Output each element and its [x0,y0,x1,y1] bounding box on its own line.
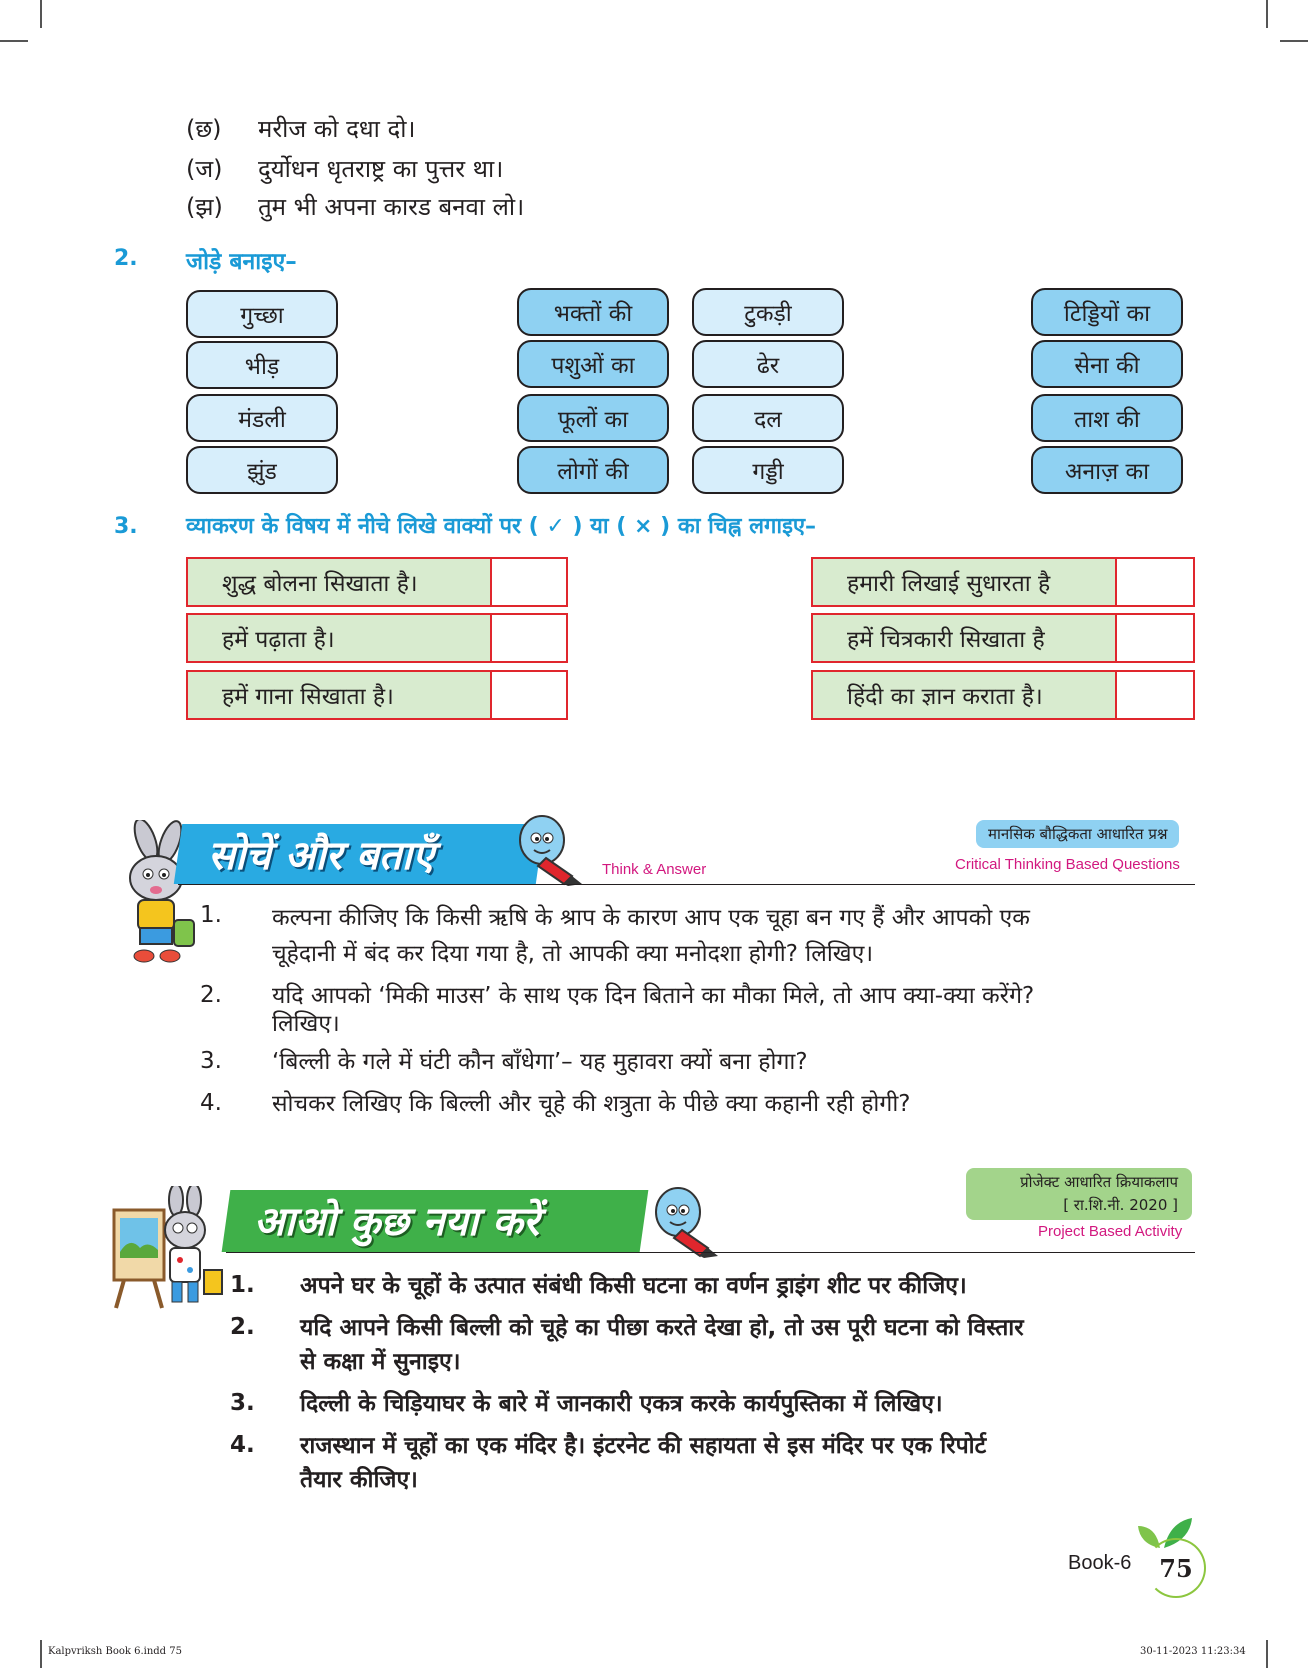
question-number: 2. [114,246,138,271]
item-text: लिखिए। [272,1011,340,1037]
check-statement: हमें गाना सिखाता है। [188,672,492,718]
item-text: यदि आपको ‘मिकी माउस’ के साथ एक दिन बिताने का मौका मिले, तो आप क्या-क्या करेंगे? [272,983,1035,1009]
check-statement: शुद्ध बोलना सिखाता है। [188,559,492,605]
think-tag: मानसिक बौद्धिकता आधारित प्रश्न [976,820,1179,848]
footer-file: Kalpvriksh Book 6.indd 75 [48,1646,182,1657]
crop-mark [0,40,28,42]
match-item[interactable]: भक्तों की [517,288,669,336]
item-text: राजस्थान में चूहों का एक मंदिर है। इंटरनेट की सहायता से इस मंदिर पर एक रिपोर्ट [300,1433,987,1459]
match-item[interactable]: दल [692,394,844,442]
question-number: 3. [114,514,138,539]
check-box[interactable] [492,615,566,661]
check-row [186,613,568,663]
item-text: तैयार कीजिए। [300,1467,418,1493]
match-item[interactable]: अनाज़ का [1031,446,1183,494]
check-box[interactable] [492,672,566,718]
think-subtitle: Think & Answer [602,861,707,878]
think-banner-title: सोचें और बताएँ [208,833,435,879]
match-item[interactable]: गुच्छा [186,290,338,338]
item-number: 1. [200,902,222,928]
crop-mark [1280,40,1308,42]
item-number: 3. [230,1390,255,1416]
match-item[interactable]: भीड़ [186,341,338,389]
item-text: दिल्ली के चिड़ियाघर के बारे में जानकारी एकत्र करके कार्यपुस्तिका में लिखिए। [300,1391,943,1417]
crop-mark [1266,1640,1268,1668]
crop-mark [40,1640,42,1668]
crop-mark [1266,0,1268,28]
check-row [811,613,1195,663]
project-tag [966,1168,1192,1220]
item-text: कल्पना कीजिए कि किसी ऋषि के श्राप के कारण आप एक चूहा बन गए हैं और आपको एक [272,905,1030,931]
page-number: 75 [1146,1538,1206,1598]
check-statement: हमें पढ़ाता है। [188,615,492,661]
match-item[interactable]: टुकड़ी [692,288,844,336]
sentence-text: मरीज को दधा दो। [258,115,416,143]
match-item[interactable]: सेना की [1031,340,1183,388]
check-row [186,557,568,607]
match-item[interactable]: ढेर [692,340,844,388]
check-box[interactable] [1117,672,1193,718]
footer-timestamp: 30-11-2023 11:23:34 [1140,1646,1246,1657]
sentence-label: (झ) [186,193,223,221]
item-text: यदि आपने किसी बिल्ली को चूहे का पीछा करते देखा हो, तो उस पूरी घटना को विस्तार [300,1315,1024,1341]
sentence-label: (ज) [186,155,223,183]
match-item[interactable]: झुंड [186,446,338,494]
match-item[interactable]: ताश की [1031,394,1183,442]
section-divider [226,1252,1195,1253]
project-tag-english: Project Based Activity [1038,1223,1183,1240]
project-tag-hindi: प्रोजेक्ट आधारित क्रियाकलाप [1020,1173,1178,1191]
rabbit-painter-icon [110,1186,228,1310]
item-number: 2. [230,1314,255,1340]
check-statement: हमें चित्रकारी सिखाता है [813,615,1117,661]
pencil-mascot-icon [516,814,586,886]
pencil-mascot-icon [652,1186,722,1258]
match-item[interactable]: टिड्डियों का [1031,288,1183,336]
item-number: 4. [230,1432,255,1458]
sentence-label: (छ) [186,115,222,143]
match-item[interactable]: फूलों का [517,394,669,442]
sentence-text: तुम भी अपना कारड बनवा लो। [258,193,525,221]
match-item[interactable]: लोगों की [517,446,669,494]
item-number: 1. [230,1272,255,1298]
match-item[interactable]: गड्डी [692,446,844,494]
check-box[interactable] [1117,559,1193,605]
item-text: सोचकर लिखिए कि बिल्ली और चूहे की शत्रुता के पीछे क्या कहानी रही होगी? [272,1091,911,1117]
check-statement: हमारी लिखाई सुधारता है [813,559,1117,605]
sentence-item [186,152,503,185]
book-label: Book-6 [1068,1552,1132,1574]
match-item[interactable]: मंडली [186,394,338,442]
item-text: चूहेदानी में बंद कर दिया गया है, तो आपकी क्या मनोदशा होगी? लिखिए। [272,941,874,967]
item-text: अपने घर के चूहों के उत्पात संबंधी किसी घटना का वर्णन ड्राइंग शीट पर कीजिए। [300,1273,967,1299]
question-title: व्याकरण के विषय में नीचे लिखे वाक्यों पर ( ✓ ) या ( × ) का चिह्न लगाइए– [186,514,817,539]
question-title: जोड़े बनाइए– [186,249,297,275]
item-number: 2. [200,982,222,1008]
sentence-item [186,112,416,145]
check-statement: हिंदी का ज्ञान कराता है। [813,672,1117,718]
crop-mark [40,0,42,28]
sentence-text: दुर्योधन धृतराष्ट्र का पुत्तर था। [258,155,504,183]
project-tag-code: [ रा.शि.नी. 2020 ] [1063,1196,1178,1214]
think-tag-english: Critical Thinking Based Questions [955,856,1180,873]
sentence-item [186,190,524,223]
check-row [186,670,568,720]
check-box[interactable] [492,559,566,605]
item-number: 3. [200,1048,222,1074]
check-row [811,670,1195,720]
item-text: से कक्षा में सुनाइए। [300,1349,461,1375]
check-row [811,557,1195,607]
item-number: 4. [200,1090,222,1116]
item-text: ‘बिल्ली के गले में घंटी कौन बाँधेगा’– यह मुहावरा क्यों बना होगा? [272,1049,808,1075]
section-divider [178,884,1195,885]
check-box[interactable] [1117,615,1193,661]
project-banner-title: आओ कुछ नया करें [254,1199,540,1245]
match-item[interactable]: पशुओं का [517,340,669,388]
